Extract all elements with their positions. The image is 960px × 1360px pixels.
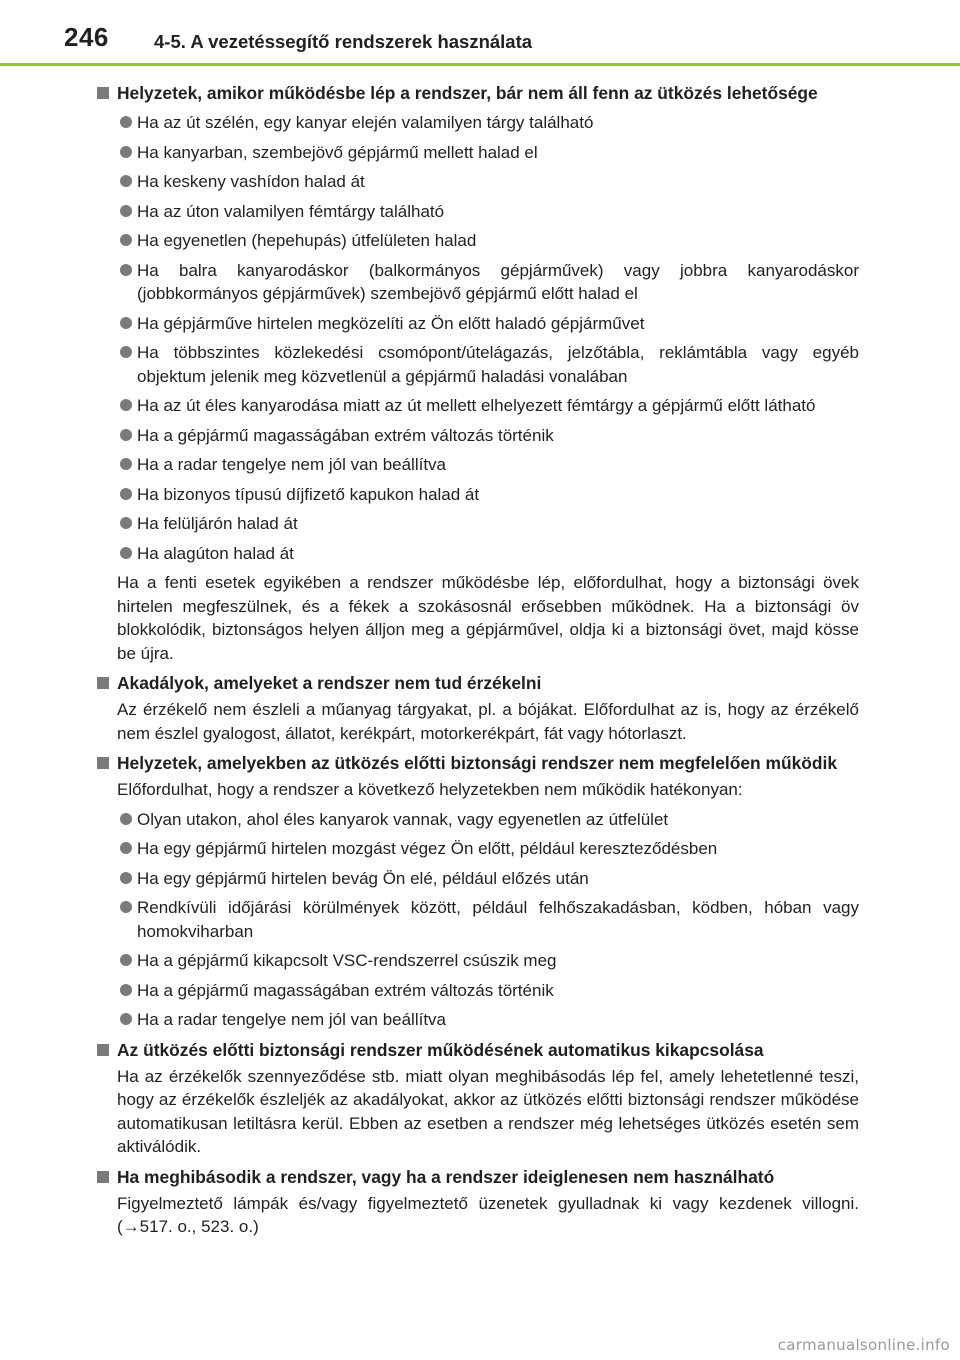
list-item: Ha többszintes közlekedési csomópont/útelágazás, jelzőtábla, reklámtábla vagy egyéb objektum jelenik meg közvetlenül a gépjármű haladási vonalában xyxy=(97,338,859,391)
round-bullet-icon xyxy=(120,399,132,411)
page-content xyxy=(97,78,859,1242)
bullet-list xyxy=(97,805,859,1035)
section-paragraph: Figyelmeztető lámpák és/vagy figyelmeztető üzenetek gyulladnak ki vagy kezdenek villogni. (→517. o., 523. o.) xyxy=(117,1193,859,1236)
square-bullet-icon xyxy=(97,757,109,769)
round-bullet-icon xyxy=(120,458,132,470)
list-item: Ha egy gépjármű hirtelen mozgást végez Ön előtt, például kereszteződésben xyxy=(97,834,859,864)
list-item: Ha alagúton halad át xyxy=(97,539,859,569)
round-bullet-icon xyxy=(120,346,132,358)
round-bullet-icon xyxy=(120,1013,132,1025)
round-bullet-icon xyxy=(120,146,132,158)
list-item: Ha keskeny vashídon halad át xyxy=(97,167,859,197)
round-bullet-icon xyxy=(120,116,132,128)
list-item: Ha az út éles kanyarodása miatt az út mellett elhelyezett fémtárgy a gépjármű előtt látható xyxy=(97,391,859,421)
list-item: Ha felüljárón halad át xyxy=(97,509,859,539)
round-bullet-icon xyxy=(120,842,132,854)
round-bullet-icon xyxy=(120,813,132,825)
section-heading: Ha meghibásodik a rendszer, vagy ha a rendszer ideiglenesen nem használható xyxy=(97,1162,859,1192)
round-bullet-icon xyxy=(120,872,132,884)
round-bullet-icon xyxy=(120,205,132,217)
list-item: Ha a gépjármű kikapcsolt VSC-rendszerrel csúszik meg xyxy=(97,946,859,976)
header-divider xyxy=(0,63,960,66)
section-undetectable-obstacles xyxy=(97,668,859,748)
square-bullet-icon xyxy=(97,677,109,689)
page-header xyxy=(0,0,960,60)
round-bullet-icon xyxy=(120,175,132,187)
watermark: carmanualsonline.info xyxy=(777,1336,950,1354)
section-automatic-disable xyxy=(97,1035,859,1162)
section-heading: Akadályok, amelyeket a rendszer nem tud érzékelni xyxy=(97,668,859,698)
round-bullet-icon xyxy=(120,264,132,276)
square-bullet-icon xyxy=(97,1044,109,1056)
page-number: 246 xyxy=(64,22,109,52)
list-item: Ha kanyarban, szembejövő gépjármű mellett halad el xyxy=(97,138,859,168)
bullet-list xyxy=(97,108,859,568)
list-item: Ha a radar tengelye nem jól van beállítva xyxy=(97,450,859,480)
round-bullet-icon xyxy=(120,984,132,996)
section-paragraph: Ha az érzékelők szennyeződése stb. miatt olyan meghibásodás lép fel, amely lehetetlenné teszi, hogy az érzékelők észleljék az akadályokat, akkor az ütközés előtti biztonsági rendszer működése automatikusan letiltásra kerül. Ebben az esetben a rendszer még lehetséges ütközés esetén sem aktiválódik. xyxy=(117,1066,859,1156)
section-system-failure xyxy=(97,1162,859,1242)
section-paragraph: Ha a fenti esetek egyikében a rendszer működésbe lép, előfordulhat, hogy a biztonsági övek hirtelen megfeszülnek, és a fékek a szokásosnál erősebben működnek. Ha a biztonsági öv blokkolódik, biztonságos helyen álljon meg a gépjárművel, oldja ki a biztonsági övet, majd kösse be újra. xyxy=(117,573,859,663)
round-bullet-icon xyxy=(120,901,132,913)
list-item: Ha bizonyos típusú díjfizető kapukon halad át xyxy=(97,480,859,510)
square-bullet-icon xyxy=(97,1171,109,1183)
round-bullet-icon xyxy=(120,954,132,966)
chapter-title: 4-5. A vezetéssegítő rendszerek használata xyxy=(154,31,533,52)
list-item: Ha az úton valamilyen fémtárgy található xyxy=(97,197,859,227)
round-bullet-icon xyxy=(120,317,132,329)
round-bullet-icon xyxy=(120,488,132,500)
list-item: Ha a gépjármű magasságában extrém változás történik xyxy=(97,976,859,1006)
list-item: Ha balra kanyarodáskor (balkormányos gépjárművek) vagy jobbra kanyarodáskor (jobbkormányos gépjárművek) szembejövő gépjármű előtt halad el xyxy=(97,256,859,309)
list-item: Ha egyenetlen (hepehupás) útfelületen halad xyxy=(97,226,859,256)
square-bullet-icon xyxy=(97,87,109,99)
round-bullet-icon xyxy=(120,429,132,441)
list-item: Ha a gépjármű magasságában extrém változás történik xyxy=(97,421,859,451)
round-bullet-icon xyxy=(120,234,132,246)
section-malfunction-situations xyxy=(97,748,859,1035)
section-false-activation xyxy=(97,78,859,668)
round-bullet-icon xyxy=(120,517,132,529)
section-paragraph: Előfordulhat, hogy a rendszer a következő helyzetekben nem működik hatékonyan: xyxy=(117,780,743,799)
section-heading: Az ütközés előtti biztonsági rendszer működésének automatikus kikapcsolása xyxy=(97,1035,859,1065)
round-bullet-icon xyxy=(120,547,132,559)
list-item: Rendkívüli időjárási körülmények között, például felhőszakadásban, ködben, hóban vagy homokviharban xyxy=(97,893,859,946)
list-item: Ha egy gépjármű hirtelen bevág Ön elé, például előzés után xyxy=(97,864,859,894)
list-item: Ha az út szélén, egy kanyar elején valamilyen tárgy található xyxy=(97,108,859,138)
list-item: Olyan utakon, ahol éles kanyarok vannak, vagy egyenetlen az útfelület xyxy=(97,805,859,835)
section-heading: Helyzetek, amikor működésbe lép a rendszer, bár nem áll fenn az ütközés lehetősége xyxy=(97,78,859,108)
section-paragraph: Az érzékelő nem észleli a műanyag tárgyakat, pl. a bójákat. Előfordulhat az is, hogy az érzékelő nem észlel gyalogost, állatot, kerékpárt, motorkerékpárt, fát vagy hótorlaszt. xyxy=(117,700,859,743)
list-item: Ha a radar tengelye nem jól van beállítva xyxy=(97,1005,859,1035)
section-heading: Helyzetek, amelyekben az ütközés előtti biztonsági rendszer nem megfelelően működik xyxy=(97,748,859,778)
list-item: Ha gépjárműve hirtelen megközelíti az Ön előtt haladó gépjárművet xyxy=(97,309,859,339)
